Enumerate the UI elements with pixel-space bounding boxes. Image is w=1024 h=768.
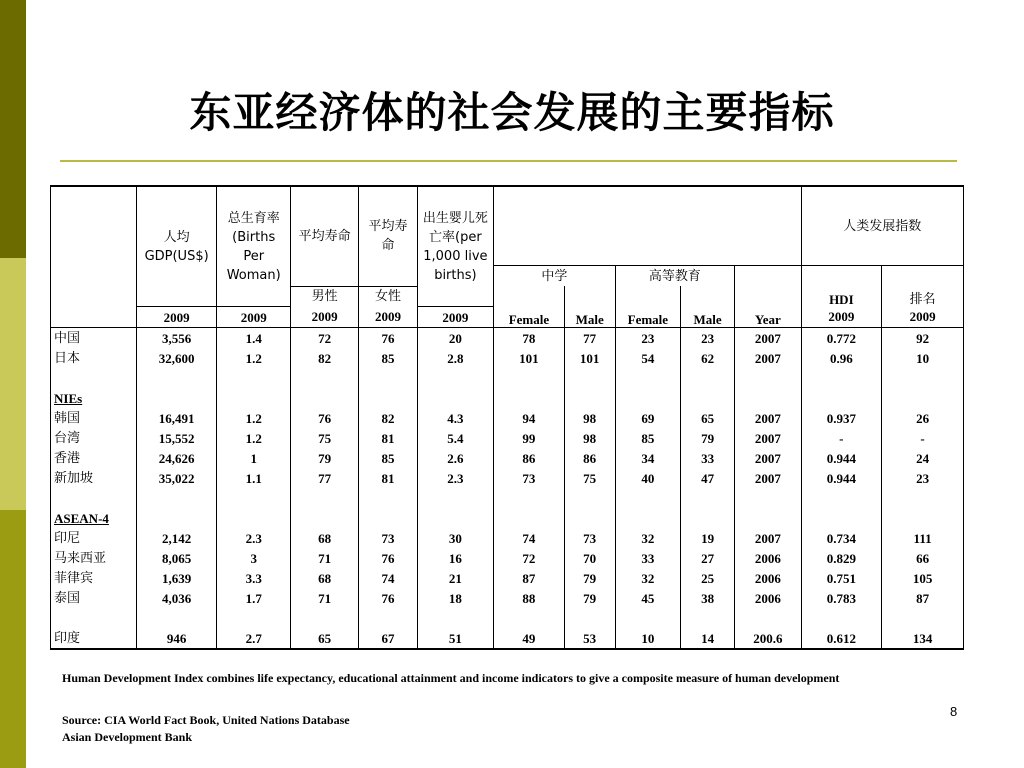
cell-ter-male: 47 [681, 468, 735, 488]
cell-sec-male: 70 [564, 548, 615, 568]
cell-fertility: 2.3 [217, 528, 291, 548]
cell-infant: 4.3 [417, 408, 494, 428]
group-row [51, 508, 964, 528]
cell-gdp: 35,022 [136, 468, 217, 488]
cell-infant: 30 [417, 528, 494, 548]
cell-sec-male: 98 [564, 428, 615, 448]
cell-ter-male: 79 [681, 428, 735, 448]
row-name: 日本 [51, 348, 137, 368]
source-citation [62, 712, 662, 746]
cell-life-female: 81 [359, 428, 417, 448]
row-name: 菲律宾 [51, 568, 137, 588]
cell-fertility: 1.2 [217, 408, 291, 428]
cell-ter-male: 27 [681, 548, 735, 568]
cell-sec-female: 49 [494, 628, 564, 649]
cell-life-male: 75 [290, 428, 358, 448]
header-hdi-year: 2009 [801, 307, 882, 328]
cell-gdp: 8,065 [136, 548, 217, 568]
header-sec-male: Male [564, 286, 615, 328]
cell-fertility: 2.7 [217, 628, 291, 649]
cell-rank: 111 [882, 528, 964, 548]
header-male-cn: 男性 [290, 286, 358, 307]
cell-ter-female: 34 [615, 448, 680, 468]
cell-hdi: 0.96 [801, 348, 882, 368]
cell-rank: 10 [882, 348, 964, 368]
table-row [51, 428, 964, 448]
header-year: Year [735, 266, 801, 328]
cell-life-female: 85 [359, 348, 417, 368]
cell-life-female: 73 [359, 528, 417, 548]
cell-rank: - [882, 428, 964, 448]
cell-hdi: 0.944 [801, 468, 882, 488]
cell-rank: 23 [882, 468, 964, 488]
cell-sec-female: 86 [494, 448, 564, 468]
table-row [51, 528, 964, 548]
header-fertility: 总生育率(Births Per Woman) [217, 186, 291, 307]
cell-ter-female: 32 [615, 528, 680, 548]
header-tertiary-education: 高等教育 [615, 266, 734, 287]
cell-gdp: 946 [136, 628, 217, 649]
cell-sec-female: 74 [494, 528, 564, 548]
cell-infant: 2.8 [417, 348, 494, 368]
cell-infant: 2.3 [417, 468, 494, 488]
page-number: 8 [950, 704, 958, 719]
header-corner [51, 186, 137, 328]
cell-life-female: 82 [359, 408, 417, 428]
cell-fertility: 1 [217, 448, 291, 468]
cell-sec-female: 94 [494, 408, 564, 428]
cell-year: 2007 [735, 348, 801, 368]
cell-hdi: 0.829 [801, 548, 882, 568]
cell-year: 2007 [735, 528, 801, 548]
cell-ter-male: 14 [681, 628, 735, 649]
cell-life-male: 76 [290, 408, 358, 428]
hdi-footnote: Human Development Index combines life expectancy, educational attainment and income indicators to give a composite measure of human development [62, 671, 840, 685]
group-label-nies: NIEs [51, 388, 137, 408]
cell-ter-male: 19 [681, 528, 735, 548]
table-row [51, 588, 964, 608]
cell-hdi: - [801, 428, 882, 448]
cell-ter-male: 23 [681, 328, 735, 349]
table-row [51, 328, 964, 349]
cell-sec-male: 79 [564, 588, 615, 608]
header-female-year: 2009 [359, 307, 417, 328]
header-education-blank [494, 186, 735, 266]
header-rank: 排名 [882, 266, 964, 307]
cell-life-male: 71 [290, 548, 358, 568]
cell-year: 2007 [735, 448, 801, 468]
cell-year: 2007 [735, 468, 801, 488]
table-row [51, 448, 964, 468]
cell-gdp: 2,142 [136, 528, 217, 548]
group-row [51, 388, 964, 408]
row-name: 韩国 [51, 408, 137, 428]
cell-year: 2007 [735, 408, 801, 428]
cell-rank: 24 [882, 448, 964, 468]
cell-year: 2007 [735, 428, 801, 448]
cell-sec-female: 88 [494, 588, 564, 608]
cell-gdp: 3,556 [136, 328, 217, 349]
cell-infant: 51 [417, 628, 494, 649]
row-name: 香港 [51, 448, 137, 468]
decor-bar-light [0, 258, 26, 510]
cell-rank: 66 [882, 548, 964, 568]
header-hdi-group: 人类发展指数 [801, 186, 963, 266]
cell-fertility: 3 [217, 548, 291, 568]
spacer-row [51, 488, 964, 508]
row-name: 印尼 [51, 528, 137, 548]
cell-hdi: 0.612 [801, 628, 882, 649]
header-gdp: 人均GDP(US$) [136, 186, 217, 307]
cell-sec-male: 53 [564, 628, 615, 649]
cell-gdp: 15,552 [136, 428, 217, 448]
cell-infant: 16 [417, 548, 494, 568]
cell-ter-female: 33 [615, 548, 680, 568]
cell-life-male: 68 [290, 568, 358, 588]
header-fertility-year: 2009 [217, 307, 291, 328]
cell-sec-male: 86 [564, 448, 615, 468]
cell-infant: 5.4 [417, 428, 494, 448]
cell-life-female: 76 [359, 588, 417, 608]
cell-sec-male: 101 [564, 348, 615, 368]
cell-ter-female: 10 [615, 628, 680, 649]
cell-hdi: 0.751 [801, 568, 882, 588]
table-row [51, 348, 964, 368]
cell-year: 200.6 [735, 628, 801, 649]
cell-fertility: 3.3 [217, 568, 291, 588]
cell-rank: 105 [882, 568, 964, 588]
header-gdp-year: 2009 [136, 307, 217, 328]
cell-sec-male: 75 [564, 468, 615, 488]
header-year-blank [735, 186, 801, 266]
cell-gdp: 24,626 [136, 448, 217, 468]
cell-year: 2006 [735, 548, 801, 568]
group-label-asean4: ASEAN-4 [51, 508, 137, 528]
row-name: 中国 [51, 328, 137, 349]
cell-sec-male: 73 [564, 528, 615, 548]
cell-ter-female: 40 [615, 468, 680, 488]
cell-year: 2006 [735, 588, 801, 608]
cell-ter-female: 32 [615, 568, 680, 588]
source-line-1: Source: CIA World Fact Book, United Nations Database [62, 713, 350, 727]
cell-infant: 21 [417, 568, 494, 588]
cell-infant: 2.6 [417, 448, 494, 468]
cell-ter-female: 23 [615, 328, 680, 349]
table-row [51, 628, 964, 649]
cell-life-male: 82 [290, 348, 358, 368]
cell-gdp: 32,600 [136, 348, 217, 368]
row-name: 泰国 [51, 588, 137, 608]
table-row [51, 548, 964, 568]
decor-bar-mid [0, 510, 26, 768]
cell-sec-female: 73 [494, 468, 564, 488]
cell-ter-female: 45 [615, 588, 680, 608]
cell-life-male: 72 [290, 328, 358, 349]
cell-life-female: 67 [359, 628, 417, 649]
cell-ter-male: 38 [681, 588, 735, 608]
header-ter-female: Female [615, 286, 680, 328]
cell-fertility: 1.1 [217, 468, 291, 488]
header-infant-mortality: 出生婴儿死亡率(per 1,000 live births) [417, 186, 494, 307]
cell-life-female: 74 [359, 568, 417, 588]
cell-fertility: 1.4 [217, 328, 291, 349]
spacer-row [51, 608, 964, 628]
spacer-row [51, 368, 964, 388]
header-male-year: 2009 [290, 307, 358, 328]
cell-hdi: 0.783 [801, 588, 882, 608]
cell-fertility: 1.2 [217, 428, 291, 448]
header-rank-year: 2009 [882, 307, 964, 328]
cell-hdi: 0.772 [801, 328, 882, 349]
cell-year: 2006 [735, 568, 801, 588]
header-life-expectancy-1: 平均寿命 [290, 186, 358, 286]
row-name: 台湾 [51, 428, 137, 448]
header-infant-year: 2009 [417, 307, 494, 328]
header-life-expectancy-2: 平均寿命 [359, 186, 417, 286]
row-name: 印度 [51, 628, 137, 649]
cell-life-male: 68 [290, 528, 358, 548]
cell-life-female: 85 [359, 448, 417, 468]
cell-ter-male: 65 [681, 408, 735, 428]
cell-hdi: 0.937 [801, 408, 882, 428]
cell-gdp: 16,491 [136, 408, 217, 428]
cell-life-male: 77 [290, 468, 358, 488]
cell-ter-male: 33 [681, 448, 735, 468]
header-ter-male: Male [681, 286, 735, 328]
cell-sec-male: 98 [564, 408, 615, 428]
cell-infant: 20 [417, 328, 494, 349]
cell-ter-female: 54 [615, 348, 680, 368]
cell-rank: 92 [882, 328, 964, 349]
cell-fertility: 1.2 [217, 348, 291, 368]
cell-hdi: 0.944 [801, 448, 882, 468]
cell-hdi: 0.734 [801, 528, 882, 548]
cell-year: 2007 [735, 328, 801, 349]
cell-sec-female: 78 [494, 328, 564, 349]
cell-sec-female: 72 [494, 548, 564, 568]
cell-life-female: 81 [359, 468, 417, 488]
cell-sec-male: 77 [564, 328, 615, 349]
cell-ter-female: 69 [615, 408, 680, 428]
header-sec-female: Female [494, 286, 564, 328]
slide-title: 东亚经济体的社会发展的主要指标 [189, 88, 835, 137]
cell-fertility: 1.7 [217, 588, 291, 608]
table-row [51, 568, 964, 588]
cell-rank: 134 [882, 628, 964, 649]
table-row [51, 408, 964, 428]
cell-life-female: 76 [359, 328, 417, 349]
header-secondary-school: 中学 [494, 266, 616, 287]
header-hdi: HDI [801, 266, 882, 307]
header-female-cn: 女性 [359, 286, 417, 307]
cell-rank: 87 [882, 588, 964, 608]
cell-ter-female: 85 [615, 428, 680, 448]
cell-infant: 18 [417, 588, 494, 608]
cell-sec-male: 79 [564, 568, 615, 588]
indicators-table [50, 185, 964, 650]
cell-life-female: 76 [359, 548, 417, 568]
cell-gdp: 4,036 [136, 588, 217, 608]
cell-sec-female: 101 [494, 348, 564, 368]
cell-ter-male: 62 [681, 348, 735, 368]
row-name: 马来西亚 [51, 548, 137, 568]
cell-life-male: 65 [290, 628, 358, 649]
cell-ter-male: 25 [681, 568, 735, 588]
cell-gdp: 1,639 [136, 568, 217, 588]
row-name: 新加坡 [51, 468, 137, 488]
cell-rank: 26 [882, 408, 964, 428]
cell-life-male: 71 [290, 588, 358, 608]
cell-sec-female: 87 [494, 568, 564, 588]
cell-life-male: 79 [290, 448, 358, 468]
title-underline [60, 160, 957, 162]
table-row [51, 468, 964, 488]
cell-sec-female: 99 [494, 428, 564, 448]
source-line-2: Asian Development Bank [62, 730, 193, 744]
